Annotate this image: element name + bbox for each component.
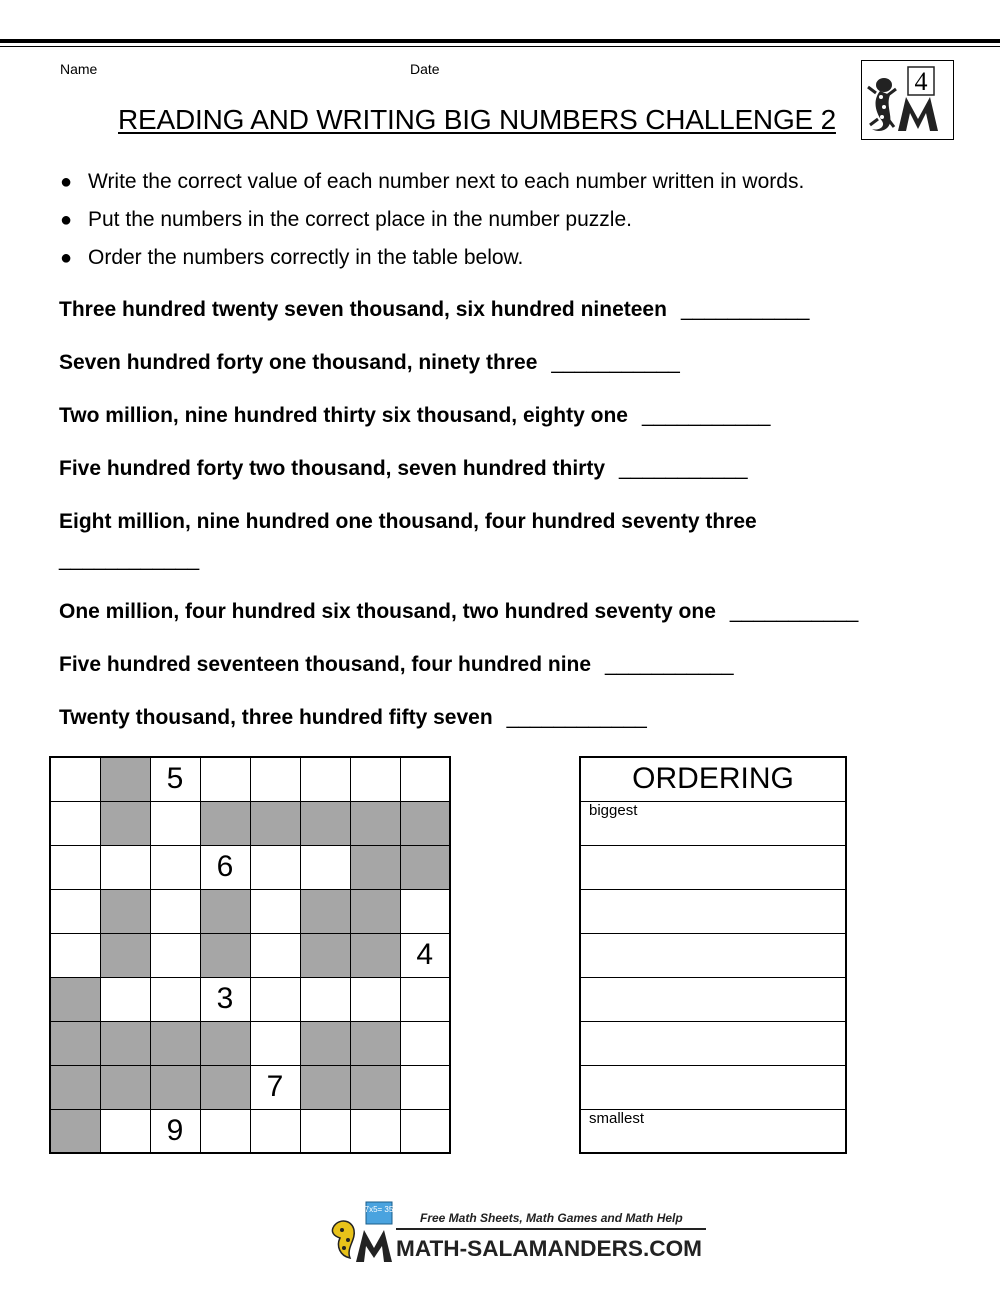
puzzle-cell-empty[interactable] [150, 889, 200, 933]
instruction-list [60, 166, 804, 280]
puzzle-cell-empty[interactable] [400, 889, 450, 933]
puzzle-cell-shaded [250, 801, 300, 845]
puzzle-row [50, 1065, 450, 1109]
puzzle-cell-shaded [200, 1021, 250, 1065]
puzzle-cell-empty[interactable] [400, 1021, 450, 1065]
name-label: Name [60, 61, 98, 77]
puzzle-cell-empty[interactable] [250, 845, 300, 889]
puzzle-cell-shaded [350, 845, 400, 889]
puzzle-cell-empty[interactable] [150, 933, 200, 977]
puzzle-cell-empty[interactable] [350, 757, 400, 801]
puzzle-cell-shaded [400, 801, 450, 845]
puzzle-cell-empty[interactable] [50, 933, 100, 977]
puzzle-cell-shaded [300, 801, 350, 845]
question-4: Five hundred forty two thousand, seven hundred thirty ___________ [59, 457, 748, 480]
puzzle-cell-empty[interactable] [250, 933, 300, 977]
puzzle-cell-empty[interactable] [300, 977, 350, 1021]
ordering-row[interactable] [580, 1021, 846, 1065]
puzzle-row [50, 933, 450, 977]
date-label: Date [410, 61, 440, 77]
puzzle-cell-shaded [150, 1021, 200, 1065]
puzzle-cell-empty[interactable] [150, 845, 200, 889]
ordering-row[interactable] [580, 845, 846, 889]
puzzle-cell-empty[interactable] [300, 845, 350, 889]
answer-blank-4[interactable]: ___________ [619, 457, 748, 480]
footer-logo [326, 1196, 708, 1268]
puzzle-cell-empty[interactable] [400, 1109, 450, 1153]
puzzle-cell-clue[interactable]: 6 [200, 845, 250, 889]
puzzle-cell-empty[interactable] [100, 1109, 150, 1153]
answer-blank-2[interactable]: ___________ [551, 351, 680, 374]
instruction-item: ● Write the correct value of each number next to each number written in words. [60, 170, 805, 193]
puzzle-cell-shaded [200, 801, 250, 845]
instruction-item: ● Put the numbers in the correct place in the number puzzle. [60, 208, 632, 231]
puzzle-cell-empty[interactable] [250, 757, 300, 801]
puzzle-cell-clue[interactable]: 3 [200, 977, 250, 1021]
footer-brand: MATH-SALAMANDERS.COM [396, 1236, 702, 1261]
number-puzzle-grid [49, 756, 451, 1154]
question-7: Five hundred seventeen thousand, four hundred nine ___________ [59, 653, 734, 676]
top-rule-thick [0, 39, 1000, 43]
puzzle-cell-shaded [300, 889, 350, 933]
puzzle-cell-empty[interactable] [250, 1109, 300, 1153]
puzzle-row [50, 801, 450, 845]
puzzle-cell-shaded [50, 1065, 100, 1109]
puzzle-cell-clue[interactable]: 9 [150, 1109, 200, 1153]
puzzle-cell-shaded [350, 889, 400, 933]
puzzle-cell-empty[interactable] [200, 1109, 250, 1153]
answer-blank-6[interactable]: ___________ [729, 600, 859, 623]
puzzle-cell-shaded [300, 1021, 350, 1065]
puzzle-cell-empty[interactable] [50, 757, 100, 801]
puzzle-cell-empty[interactable] [400, 977, 450, 1021]
puzzle-cell-shaded [100, 1065, 150, 1109]
puzzle-cell-shaded [400, 845, 450, 889]
ordering-row-biggest[interactable] [580, 801, 846, 845]
question-2: Seven hundred forty one thousand, ninety three ___________ [59, 351, 680, 374]
answer-blank-7[interactable]: ___________ [605, 653, 734, 676]
puzzle-cell-clue[interactable]: 4 [400, 933, 450, 977]
puzzle-cell-shaded [50, 1021, 100, 1065]
puzzle-row [50, 1109, 450, 1153]
puzzle-cell-shaded [100, 801, 150, 845]
puzzle-cell-shaded [200, 1065, 250, 1109]
answer-blank-5[interactable]: ____________ [59, 548, 200, 571]
puzzle-cell-empty[interactable] [400, 1065, 450, 1109]
answer-blank-8[interactable]: ____________ [506, 706, 647, 729]
ordering-row-smallest[interactable] [580, 1109, 846, 1153]
top-rule-thin [0, 46, 1000, 47]
badge-text: 7x5= 35 [364, 1205, 394, 1214]
puzzle-row [50, 977, 450, 1021]
ordering-row[interactable] [580, 977, 846, 1021]
math-salamanders-logo [326, 1196, 708, 1268]
salamander-grade-icon [862, 61, 953, 139]
puzzle-cell-shaded [150, 1065, 200, 1109]
puzzle-cell-shaded [100, 757, 150, 801]
puzzle-cell-empty[interactable] [300, 757, 350, 801]
question-8: Twenty thousand, three hundred fifty seven ____________ [59, 706, 647, 729]
puzzle-cell-clue[interactable]: 5 [150, 757, 200, 801]
puzzle-cell-empty[interactable] [300, 1109, 350, 1153]
puzzle-cell-empty[interactable] [50, 845, 100, 889]
puzzle-cell-empty[interactable] [50, 889, 100, 933]
puzzle-cell-empty[interactable] [50, 801, 100, 845]
ordering-row[interactable] [580, 889, 846, 933]
puzzle-cell-empty[interactable] [200, 757, 250, 801]
puzzle-cell-shaded [300, 1065, 350, 1109]
puzzle-cell-shaded [350, 1065, 400, 1109]
puzzle-cell-shaded [200, 933, 250, 977]
puzzle-row [50, 889, 450, 933]
instruction-item: ● Order the numbers correctly in the table below. [60, 246, 524, 269]
answer-blank-1[interactable]: ___________ [680, 298, 810, 321]
puzzle-cell-empty[interactable] [350, 977, 400, 1021]
question-3: Two million, nine hundred thirty six thousand, eighty one ___________ [59, 404, 771, 427]
puzzle-cell-shaded [100, 889, 150, 933]
ordering-row[interactable] [580, 1065, 846, 1109]
puzzle-cell-clue[interactable]: 7 [250, 1065, 300, 1109]
question-1: Three hundred twenty seven thousand, six hundred nineteen ___________ [59, 298, 810, 321]
puzzle-cell-shaded [100, 1021, 150, 1065]
puzzle-cell-shaded [350, 1021, 400, 1065]
smallest-label: smallest [589, 1109, 645, 1127]
puzzle-cell-shaded [350, 933, 400, 977]
footer-tagline: Free Math Sheets, Math Games and Math Help [420, 1211, 683, 1225]
puzzle-cell-empty[interactable] [100, 977, 150, 1021]
question-6: One million, four hundred six thousand, two hundred seventy one ___________ [59, 600, 859, 623]
puzzle-cell-empty[interactable] [250, 889, 300, 933]
grade-number: 4 [914, 67, 928, 96]
ordering-table [579, 756, 847, 1154]
question-5: Eight million, nine hundred one thousand, four hundred seventy three [59, 510, 757, 533]
puzzle-cell-empty[interactable] [350, 1109, 400, 1153]
puzzle-cell-shaded [50, 1109, 100, 1153]
biggest-label: biggest [589, 801, 638, 819]
ordering-row[interactable] [580, 933, 846, 977]
puzzle-cell-empty[interactable] [250, 977, 300, 1021]
puzzle-row [50, 757, 450, 801]
puzzle-row [50, 1021, 450, 1065]
grade-logo [861, 60, 954, 140]
puzzle-cell-shaded [100, 933, 150, 977]
puzzle-row [50, 845, 450, 889]
worksheet-title: READING AND WRITING BIG NUMBERS CHALLENGE 2 [118, 104, 836, 135]
puzzle-cell-empty[interactable] [250, 1021, 300, 1065]
puzzle-cell-shaded [350, 801, 400, 845]
question-5-blank-line [59, 548, 199, 572]
puzzle-cell-shaded [300, 933, 350, 977]
puzzle-cell-shaded [200, 889, 250, 933]
puzzle-cell-shaded [50, 977, 100, 1021]
puzzle-cell-empty[interactable] [150, 801, 200, 845]
puzzle-cell-empty[interactable] [150, 977, 200, 1021]
puzzle-cell-empty[interactable] [100, 845, 150, 889]
answer-blank-3[interactable]: ___________ [641, 404, 771, 427]
ordering-title: ORDERING [580, 757, 846, 801]
puzzle-cell-empty[interactable] [400, 757, 450, 801]
